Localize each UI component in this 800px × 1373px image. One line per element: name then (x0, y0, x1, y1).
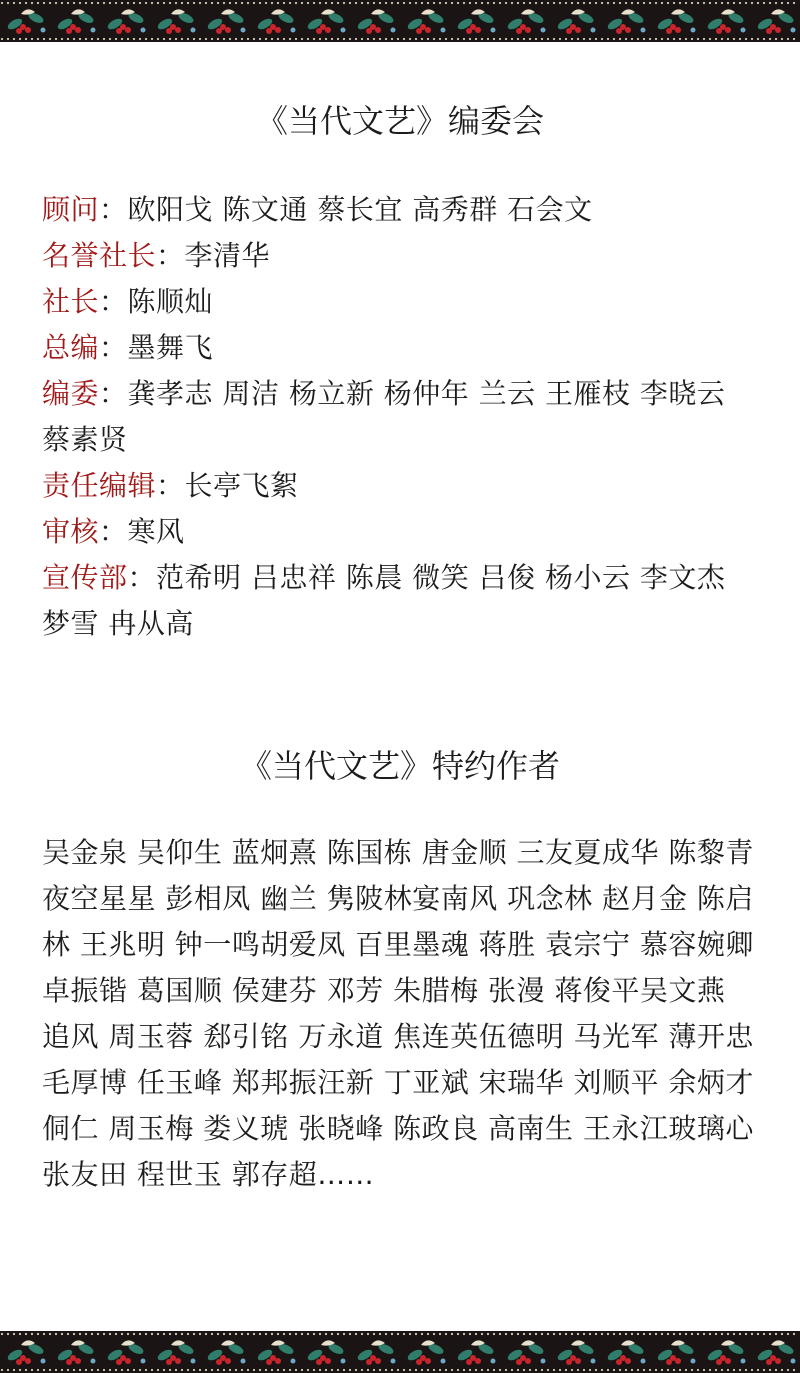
role-names: 李清华 (184, 239, 271, 272)
colon: ： (99, 377, 128, 410)
editorial-board-list (42, 187, 760, 647)
committee-row-responsible-editor (42, 463, 760, 509)
role-names: 范希明 吕忠祥 陈晨 微笑 吕俊 杨小云 李文杰 梦雪 冉从高 (42, 561, 726, 640)
role-names: 陈顺灿 (127, 285, 214, 318)
role-label: 总编 (42, 331, 100, 364)
role-names: 长亭飞絮 (184, 469, 299, 502)
role-names: 墨舞飞 (127, 331, 214, 364)
floral-border-pattern (0, 1331, 800, 1373)
role-label: 社长 (42, 285, 100, 318)
role-label: 宣传部 (42, 561, 128, 594)
role-names: 寒风 (127, 515, 185, 548)
role-names: 欧阳戈 陈文通 蔡长宜 高秀群 石会文 (127, 193, 593, 226)
committee-row-chief-editor (42, 325, 760, 371)
colon: ： (127, 561, 157, 594)
role-names: 龚孝志 周洁 杨立新 杨仲年 兰云 王雁枝 李晓云 蔡素贤 (42, 377, 726, 456)
committee-row-honorary-president (42, 233, 760, 279)
colon: ： (99, 285, 128, 318)
role-label: 顾问 (42, 193, 100, 226)
committee-row-advisors (42, 187, 760, 233)
committee-row-president (42, 279, 760, 325)
committee-row-publicity (42, 555, 760, 647)
special-authors-title: 《当代文艺》特约作者 (239, 747, 560, 785)
top-floral-border (0, 0, 800, 42)
role-label: 名誉社长 (42, 239, 157, 272)
colon: ： (99, 515, 128, 548)
committee-row-review (42, 509, 760, 555)
colon: ： (99, 331, 128, 364)
editorial-board-title: 《当代文艺》编委会 (255, 102, 544, 140)
colon: ： (99, 193, 128, 226)
role-label: 责任编辑 (42, 469, 157, 502)
role-label: 编委 (42, 377, 100, 410)
colon: ： (156, 239, 185, 272)
role-label: 审核 (42, 515, 100, 548)
bottom-floral-border (0, 1331, 800, 1373)
floral-border-pattern (0, 0, 800, 42)
special-authors-list: 吴金泉 吴仰生 蓝炯熹 陈国栋 唐金顺 三友夏成华 陈黎青 夜空星星 彭相凤 幽兰 隽陂林宴南风 巩念林 赵月金 陈启林 王兆明 钟一鸣胡爱凤 百里墨魂 蒋胜 袁宗宁 慕容婉卿 卓振锴 葛国顺 侯建芬 邓芳 朱腊梅 张漫 蒋俊平吴文燕 追风 周玉蓉 郄引铭 万永道 焦连英伍德明 马光军 薄开忠 毛厚博 任玉峰 郑邦振汪新 丁亚斌 宋瑞华 刘顺平 余炳才 侗仁 周玉梅 娄义琥 张晓峰 陈政良 高南生 王永江玻璃心 张友田 程世玉 郭存超…… (42, 836, 754, 1191)
committee-row-editorial-members (42, 371, 760, 463)
colon: ： (156, 469, 185, 502)
